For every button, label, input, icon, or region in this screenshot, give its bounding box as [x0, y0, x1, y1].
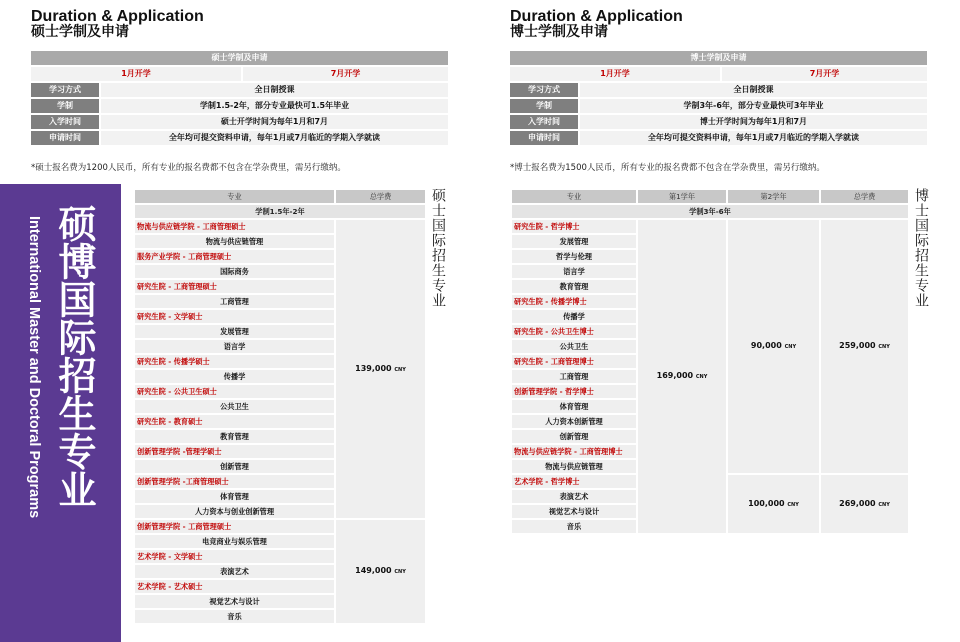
doctor-fee-year1	[638, 220, 726, 533]
faculty-degree-label: 艺术学院 - 艺术硕士	[135, 580, 334, 593]
duration-label: 学制3年-6年	[512, 205, 908, 218]
doctor-intake-jan: 1月开学	[510, 67, 720, 81]
faculty-degree-label: 创新管理学院 - 哲学博士	[512, 385, 636, 398]
currency-label: CNY	[784, 344, 797, 350]
faculty-degree-label: 创新管理学院 - 工商管理硕士	[135, 520, 334, 533]
master-fee-group2	[336, 520, 425, 623]
major-name: 电竞商业与娱乐管理	[135, 535, 334, 548]
doctor-row-value: 全年均可提交资料申请，每年1月或7月临近的学期入学就读	[580, 131, 927, 145]
col-major-header: 专业	[135, 190, 334, 203]
faculty-degree-label: 研究生院 - 公共卫生博士	[512, 325, 636, 338]
major-name: 教育管理	[512, 280, 636, 293]
faculty-degree-label: 研究生院 - 文学硕士	[135, 310, 334, 323]
master-row-value: 硕士开学时间为每年1月和7月	[101, 115, 448, 129]
banner-title-zh: 硕博国际招生专业	[52, 204, 96, 508]
major-name: 语言学	[135, 340, 334, 353]
doctor-row-value: 全日制授课	[580, 83, 927, 97]
master-row-label: 申请时间	[31, 131, 99, 145]
currency-label: CNY	[878, 501, 890, 508]
master-fee-group1-value: 139,000	[355, 363, 392, 373]
faculty-degree-label: 物流与供应链学院 - 工商管理硕士	[135, 220, 334, 233]
major-name: 音乐	[512, 520, 636, 533]
major-name: 创新管理	[512, 430, 636, 443]
major-name: 人力资本与创业创新管理	[135, 505, 334, 518]
col-fee-header: 总学费	[336, 190, 425, 203]
major-name: 体育管理	[512, 400, 636, 413]
master-info-table	[29, 49, 450, 147]
faculty-degree-label: 研究生院 - 公共卫生硕士	[135, 385, 334, 398]
faculty-degree-label: 研究生院 - 工商管理博士	[512, 355, 636, 368]
doctor-fee-total-group1-value: 259,000	[839, 341, 876, 350]
doctor-fee-total-group1	[821, 220, 908, 473]
faculty-degree-label: 研究生院 - 工商管理硕士	[135, 280, 334, 293]
doctor-row-value: 学制3年-6年，部分专业最快可3年毕业	[580, 99, 927, 113]
major-name: 发展管理	[512, 235, 636, 248]
master-side-label: 硕士国际招生专业	[430, 188, 446, 308]
major-name: 视觉艺术与设计	[512, 505, 636, 518]
doctor-heading-zh: 博士学制及申请	[510, 24, 608, 40]
doctor-fee-year1-value: 169,000	[656, 371, 694, 380]
master-row-label: 入学时间	[31, 115, 99, 129]
faculty-degree-label: 艺术学院 - 哲学博士	[512, 475, 636, 488]
major-name: 传播学	[512, 310, 636, 323]
master-row-value: 全日制授课	[101, 83, 448, 97]
master-info-title: 硕士学制及申请	[31, 51, 448, 65]
master-intake-jan: 1月开学	[31, 67, 241, 81]
major-name: 视觉艺术与设计	[135, 595, 334, 608]
master-heading-en: Duration & Application	[31, 8, 204, 25]
doctor-fee-year2-group2	[728, 475, 819, 533]
major-name: 语言学	[512, 265, 636, 278]
currency-label: CNY	[787, 501, 799, 508]
table-row	[512, 220, 908, 233]
master-intake-jul: 7月开学	[243, 67, 448, 81]
faculty-degree-label: 研究生院 - 哲学博士	[512, 220, 636, 233]
master-fee-group1	[336, 220, 425, 518]
master-row-label: 学习方式	[31, 83, 99, 97]
col-year2-header: 第2学年	[728, 190, 819, 203]
doctor-program-table	[510, 188, 910, 535]
doctor-info-title: 博士学制及申请	[510, 51, 927, 65]
major-name: 创新管理	[135, 460, 334, 473]
duration-label: 学制1.5年-2年	[135, 205, 425, 218]
doctor-fee-note: *博士报名费为1500人民币，所有专业的报名费都不包含在学杂费里，需另行缴纳。	[510, 163, 825, 173]
currency-label: CNY	[394, 366, 406, 373]
master-row-value: 学制1.5-2年，部分专业最快可1.5年毕业	[101, 99, 448, 113]
faculty-degree-label: 研究生院 - 传播学硕士	[135, 355, 334, 368]
major-name: 国际商务	[135, 265, 334, 278]
duration-row	[135, 205, 425, 218]
faculty-degree-label: 研究生院 - 教育硕士	[135, 415, 334, 428]
currency-label: CNY	[878, 344, 890, 350]
table-row	[135, 220, 425, 233]
master-row-label: 学制	[31, 99, 99, 113]
faculty-degree-label: 创新管理学院 -工商管理硕士	[135, 475, 334, 488]
doctor-fee-total-group2	[821, 475, 908, 533]
table-row	[135, 520, 425, 533]
col-total-header: 总学费	[821, 190, 908, 203]
doctor-row-label: 申请时间	[510, 131, 578, 145]
currency-label: CNY	[695, 374, 708, 380]
major-name: 人力资本创新管理	[512, 415, 636, 428]
header-row	[135, 190, 425, 203]
master-fee-group2-value: 149,000	[355, 566, 392, 575]
master-row-value: 全年均可提交资料申请，每年1月或7月临近的学期入学就读	[101, 131, 448, 145]
major-name: 体育管理	[135, 490, 334, 503]
major-name: 物流与供应链管理	[512, 460, 636, 473]
major-name: 教育管理	[135, 430, 334, 443]
doctor-row-value: 博士开学时间为每年1月和7月	[580, 115, 927, 129]
major-name: 表演艺术	[135, 565, 334, 578]
doctor-heading-en: Duration & Application	[510, 8, 683, 25]
major-name: 发展管理	[135, 325, 334, 338]
doctor-side-label: 博士国际招生专业	[913, 188, 929, 308]
major-name: 传播学	[135, 370, 334, 383]
faculty-degree-label: 服务产业学院 - 工商管理硕士	[135, 250, 334, 263]
major-name: 哲学与伦理	[512, 250, 636, 263]
doctor-row-label: 学习方式	[510, 83, 578, 97]
major-name: 音乐	[135, 610, 334, 623]
programs-banner	[0, 184, 121, 642]
faculty-degree-label: 研究生院 - 传播学博士	[512, 295, 636, 308]
doctor-fee-year2-group2-value: 100,000	[748, 498, 785, 508]
doctor-fee-year2-group1-value: 90,000	[750, 341, 782, 350]
major-name: 物流与供应链管理	[135, 235, 334, 248]
master-fee-note: *硕士报名费为1200人民币，所有专业的报名费都不包含在学杂费里，需另行缴纳。	[31, 163, 346, 173]
faculty-degree-label: 艺术学院 - 文学硕士	[135, 550, 334, 563]
doctor-info-table	[508, 49, 929, 147]
major-name: 工商管理	[512, 370, 636, 383]
doctor-fee-year2-group1	[728, 220, 819, 473]
doctor-row-label: 入学时间	[510, 115, 578, 129]
header-row	[512, 190, 908, 203]
col-year1-header: 第1学年	[638, 190, 726, 203]
doctor-intake-jul: 7月开学	[722, 67, 927, 81]
doctor-row-label: 学制	[510, 99, 578, 113]
faculty-degree-label: 物流与供应链学院 - 工商管理博士	[512, 445, 636, 458]
major-name: 表演艺术	[512, 490, 636, 503]
banner-title-en: International Master and Doctoral Programs	[26, 216, 42, 519]
major-name: 工商管理	[135, 295, 334, 308]
doctor-fee-total-group2-value: 269,000	[839, 498, 876, 508]
master-program-table	[133, 188, 427, 625]
currency-label: CNY	[394, 569, 406, 575]
col-major-header: 专业	[512, 190, 636, 203]
major-name: 公共卫生	[512, 340, 636, 353]
duration-row	[512, 205, 908, 218]
major-name: 公共卫生	[135, 400, 334, 413]
faculty-degree-label: 创新管理学院 -管理学硕士	[135, 445, 334, 458]
master-heading-zh: 硕士学制及申请	[31, 24, 129, 40]
